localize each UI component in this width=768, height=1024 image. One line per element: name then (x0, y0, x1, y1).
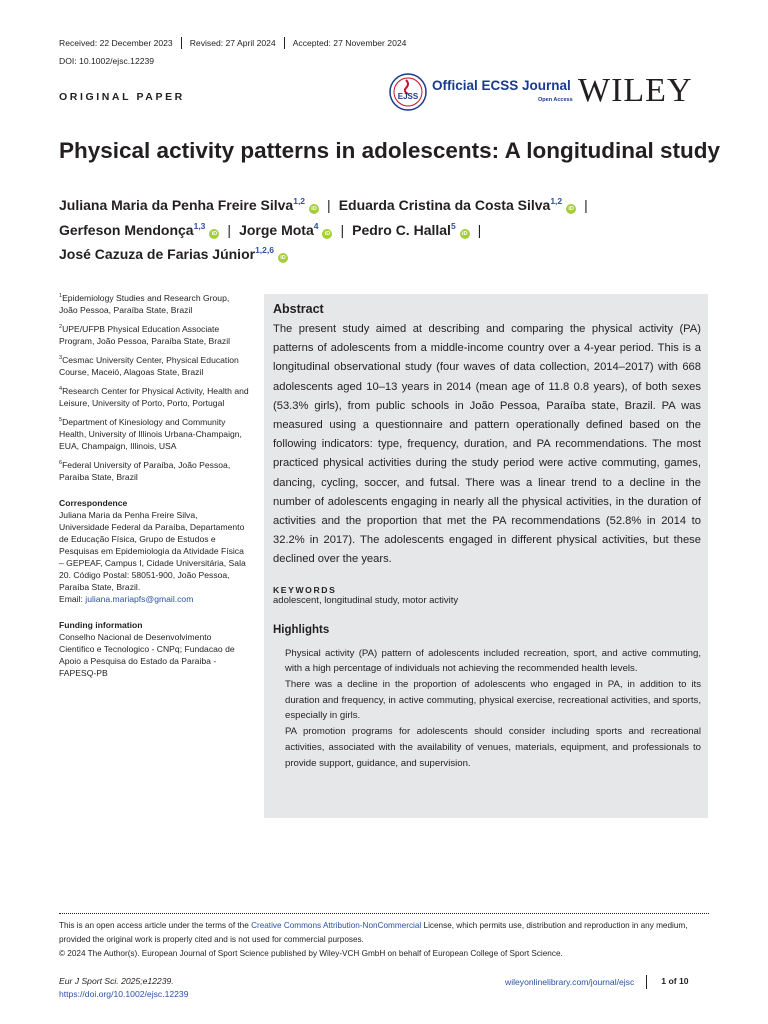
revised-date: Revised: 27 April 2024 (182, 37, 285, 49)
affiliations-column (59, 292, 249, 679)
article-dates (59, 37, 414, 49)
author[interactable]: José Cazuza de Farias Júnior$^{1,2,6}$iD (59, 246, 288, 262)
accepted-date: Accepted: 27 November 2024 (292, 38, 407, 48)
article-doi: DOI: 10.1002/ejsc.12239 (59, 56, 155, 66)
author-separator: | (327, 197, 331, 213)
affiliation: $^4$Research Center for Physical Activity, Health and Leisure, University of Porto, Porto, Portugal (59, 386, 249, 408)
license-text: This is an open access article under the terms of the Creative Commons Attribution-NonCommercial License, which permits use, distribution and reproduction in any medium, provided the original work is properly cited and is not used for commercial purposes. © 2024 The Author(s). European Journal of Sport Science published by Wiley-VCH GmbH on behalf of European College of Sport Science. (59, 921, 688, 958)
abstract-title: Abstract (273, 302, 324, 316)
affiliation: $^2$UPE/UFPB Physical Education Associate Program, João Pessoa, Paraíba State, Brazil (59, 324, 231, 346)
orcid-icon[interactable]: iD (322, 229, 332, 239)
correspondence-title: Correspondence (59, 498, 128, 508)
orcid-icon[interactable]: iD (278, 253, 288, 263)
received-date: Received: 22 December 2023 (59, 37, 182, 49)
author[interactable]: Gerfeson Mendonça$^{1,3}$iD (59, 222, 219, 238)
orcid-icon[interactable]: iD (209, 229, 219, 239)
highlight-item: PA promotion programs for adolescents should consider including sports and recreational activities, associated with the availability of venues, materials, equipment, and professionals to provide support, guidance, and supervision. (285, 726, 701, 769)
journal-label: Official ECSS Journal (432, 78, 571, 93)
author-separator: | (477, 221, 482, 238)
citation-text: Eur J Sport Sci. 2025;e12239. (59, 976, 174, 986)
affiliation: $^1$Epidemiology Studies and Research Group, João Pessoa, Paraíba State, Brazil (59, 293, 230, 315)
author[interactable]: Jorge Mota$^4$iD (239, 222, 332, 238)
journal-brand (388, 70, 710, 114)
article-title: Physical activity patterns in adolescents: A longitudinal study (59, 138, 720, 163)
author[interactable]: Pedro C. Hallal$^5$iD (352, 222, 470, 238)
author[interactable]: Eduarda Cristina da Costa Silva$^{1,2}$iD (339, 197, 576, 213)
author-separator: | (340, 221, 345, 238)
highlights-list (273, 646, 701, 772)
keywords-text: adolescent, longitudinal study, motor activity (273, 594, 459, 606)
footer-citation (59, 975, 188, 1001)
keywords-title: KEYWORDS (273, 584, 337, 595)
journal-site-link[interactable]: wileyonlinelibrary.com/journal/ejsc (505, 976, 635, 987)
abstract-text: The present study aimed at describing and comparing the physical activity (PA) patterns of adolescents from a middle-income country over a 4-year period. This is a longitudinal observational study (four waves of data collection, 2014–2017) with 668 adolescents aged 10–13 years in 2014 (mean age of 11.8 0.8 years), of both sexes (53.3% girls), from public schools in João Pessoa, Paraíba state, Brazil. PA was measured using a questionnaire and pattern operationally defined based on the following indicators: type, frequency, duration, and PA recommendations. The most practiced physical activities during the study period were active commuting, games, dancing, cycling, soccer, and futsal. There was a linear trend to a decline in the number of adolescents engaging in nearly all the physical activities, in the duration of activities and the proportion that met the PA recommendations (52.8% in 2014 to 32.2% in 2017). The adolescents engaged in different physical activities, but these declined over the years. (273, 323, 701, 566)
footer-divider (59, 913, 709, 914)
open-access-label: Open Access (538, 97, 573, 103)
footer-right (505, 975, 689, 989)
orcid-icon[interactable]: iD (460, 229, 470, 239)
svg-text:EJSS: EJSS (397, 92, 419, 101)
affiliation: $^6$Federal University of Paraíba, João Pessoa, Paraíba State, Brazil (59, 460, 231, 482)
orcid-icon[interactable]: iD (566, 204, 576, 214)
orcid-icon[interactable]: iD (309, 204, 319, 214)
funding-title: Funding information (59, 620, 143, 630)
affiliation: $^3$Cesmac University Center, Physical Education Course, Maceió, Alagoas State, Brazil (59, 355, 239, 377)
funding-text: Conselho Nacional de Desenvolvimento Cientifico e Tecnologico - CNPq; Fundacao de Apoio a Pesquisa do Estado da Paraiba - FAPESQ-PB (59, 632, 235, 678)
author[interactable]: Juliana Maria da Penha Freire Silva$^{1,2}$iD (59, 197, 319, 213)
abstract-box (264, 294, 708, 818)
doi-link[interactable]: https://doi.org/10.1002/ejsc.12239 (59, 989, 189, 999)
highlight-item: There was a decline in the proportion of adolescents who engaged in PA, in addition to its duration and frequency, in active commuting, physical exercise, recreational activities, and sports, especially in girls. (285, 679, 701, 722)
ejss-logo-icon (388, 72, 428, 112)
license-link[interactable]: Creative Commons Attribution-NonCommercial (251, 921, 422, 930)
highlight-item: Physical activity (PA) pattern of adolescents included recreation, sport, and active commuting, with a high percentage of individuals not achieving the recommended health levels. (285, 647, 701, 675)
copyright-text: © 2024 The Author(s). European Journal of Sport Science published by Wiley-VCH GmbH on behalf of European College of Sport Science. (59, 948, 563, 958)
author-separator: | (227, 221, 232, 238)
highlights-title: Highlights (273, 623, 330, 636)
correspondence-text: Juliana Maria da Penha Freire Silva, Universidade Federal da Paraíba, Departamento de Educação Física, Grupo de Estudos e Pesquisas em Epidemiologia da Atividade Física – GEPEAF, Campus I, Cidade Universitária, Sala 20. Código Postal: 58051-900, João Pessoa, Paraíba State, Brazil. Email: juliana.mariapfs@gmail.com (59, 510, 246, 604)
author-separator: | (584, 197, 588, 213)
author-list (59, 193, 719, 267)
affiliation: $^5$Department of Kinesiology and Community Health, University of Illinois Urbana-Champaign, EUA, Champaign, Illinois, USA (59, 417, 242, 451)
email-link[interactable]: juliana.mariapfs@gmail.com (85, 594, 194, 604)
publisher-logo: WILEY (578, 72, 693, 109)
paper-type: ORIGINAL PAPER (59, 91, 185, 103)
page-number: 1 of 10 (646, 975, 688, 989)
